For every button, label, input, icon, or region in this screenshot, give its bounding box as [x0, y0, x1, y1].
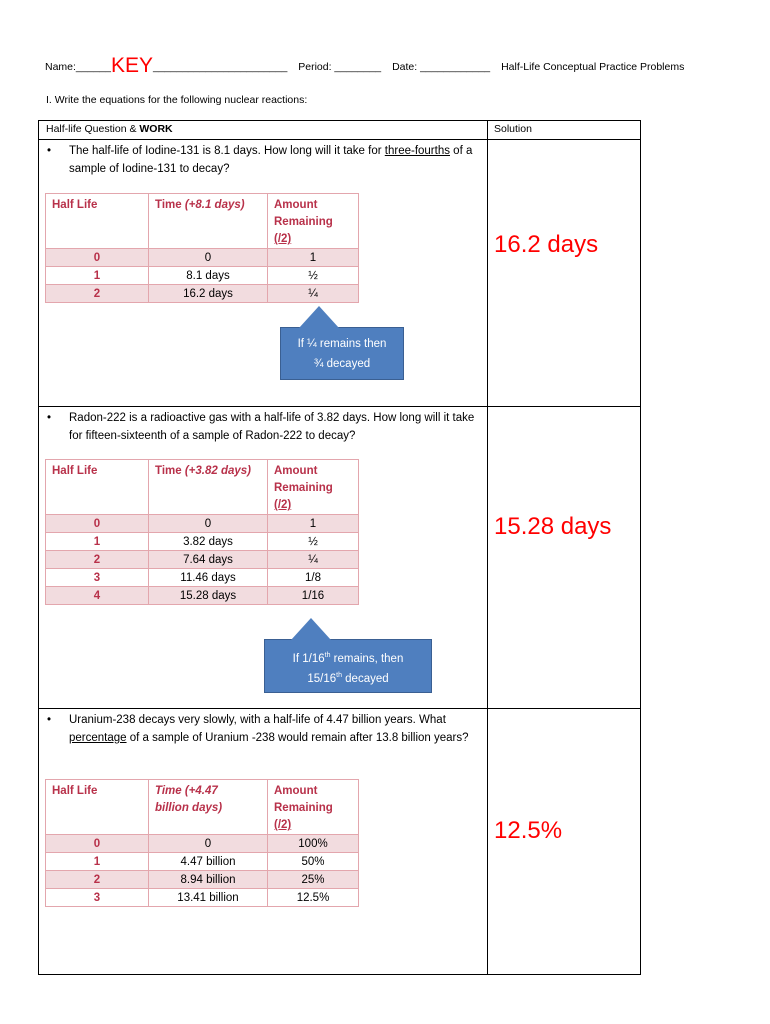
- table-header: Amount Remaining (/2): [268, 194, 359, 249]
- period-field: Period: ________: [298, 61, 382, 73]
- table-row: 2 8.94 billion 25%: [46, 871, 359, 889]
- question-1: • The half-life of Iodine-131 is 8.1 days. How long will it take for three-fourths of a sample of Iodine-131 to decay?: [69, 142, 479, 178]
- table-header: Amount Remaining (/2): [268, 780, 359, 835]
- column-header-question: Half-life Question & WORK: [46, 123, 173, 135]
- table-row: 2 7.64 days ¼: [46, 551, 359, 569]
- key-label: KEY: [110, 54, 153, 77]
- callout-1: If ¼ remains then ¾ decayed: [280, 327, 404, 380]
- table-row: 0 0 100%: [46, 835, 359, 853]
- column-divider: [487, 121, 488, 974]
- half-life-table-3: [45, 779, 359, 907]
- header-divider: [39, 139, 640, 140]
- answer-2: 15.28 days: [494, 513, 612, 540]
- table-row: 1 4.47 billion 50%: [46, 853, 359, 871]
- table-row: 0 0 1: [46, 515, 359, 533]
- instruction-text: I. Write the equations for the following nuclear reactions:: [46, 94, 308, 106]
- table-row: 4 15.28 days 1/16: [46, 587, 359, 605]
- table-header: Time (+8.1 days): [149, 194, 268, 249]
- bullet-icon: •: [47, 412, 52, 424]
- question-3: • Uranium-238 decays very slowly, with a half-life of 4.47 billion years. What percentage of a sample of Uranium -238 would remain after 13.8 billion years?: [69, 711, 479, 747]
- table-row: 2 16.2 days ¼: [46, 285, 359, 303]
- half-life-table-2: [45, 459, 359, 605]
- table-header: Half Life: [46, 460, 149, 515]
- date-field: Date: ____________: [392, 61, 491, 73]
- row-divider-2: [39, 708, 640, 709]
- table-header: Half Life: [46, 194, 149, 249]
- answer-3: 12.5%: [494, 817, 563, 844]
- table-row: 1 8.1 days ½: [46, 267, 359, 285]
- table-header: Half Life: [46, 780, 149, 835]
- half-life-table-1: [45, 193, 359, 303]
- column-header-solution: Solution: [494, 123, 532, 135]
- table-row: 0 0 1: [46, 249, 359, 267]
- bullet-icon: •: [47, 145, 52, 157]
- worksheet-title: Half-Life Conceptual Practice Problems: [501, 61, 685, 73]
- question-2: • Radon-222 is a radioactive gas with a half-life of 3.82 days. How long will it take for fifteen-sixteenth of a sample of Radon-222 to decay?: [69, 409, 479, 445]
- name-label: Name:______: [45, 61, 111, 73]
- answer-1: 16.2 days: [494, 231, 599, 258]
- table-row: 1 3.82 days ½: [46, 533, 359, 551]
- table-row: 3 11.46 days 1/8: [46, 569, 359, 587]
- problem-table: [38, 120, 641, 975]
- worksheet-header: [45, 54, 735, 78]
- row-divider-1: [39, 406, 640, 407]
- table-header: Time (+4.47 billion days): [149, 780, 268, 835]
- table-header: Amount Remaining (/2): [268, 460, 359, 515]
- name-blank: _______________________: [153, 61, 288, 73]
- bullet-icon: •: [47, 714, 52, 726]
- table-header: Time (+3.82 days): [149, 460, 268, 515]
- table-row: 3 13.41 billion 12.5%: [46, 889, 359, 907]
- callout-2: If 1/16th remains, then 15/16th decayed: [264, 639, 432, 693]
